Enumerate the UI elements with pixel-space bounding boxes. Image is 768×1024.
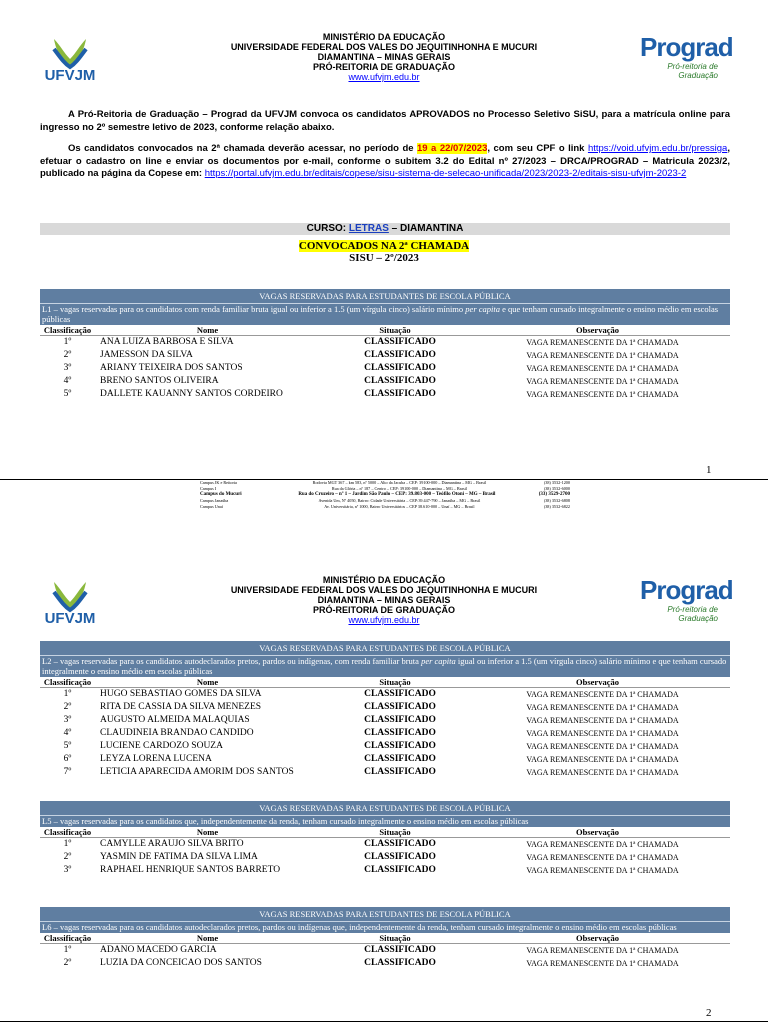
status-cell: CLASSIFICADO bbox=[364, 754, 436, 764]
description-text: L2 – vagas reservadas para os candidatos autodeclarados pretos, pardos ou indígenas, com renda familiar bruta bbox=[42, 656, 422, 666]
footer-field-c: (38) 3532-6822 bbox=[543, 504, 570, 509]
prograd-logo-sub: Pró-reitoria de Graduação bbox=[667, 62, 718, 80]
rank-cell: 2º bbox=[63, 702, 72, 712]
footer-field-a: Campus Unaí bbox=[200, 504, 223, 509]
footer-addresses bbox=[200, 480, 570, 510]
status-cell: CLASSIFICADO bbox=[364, 839, 436, 849]
status-cell: CLASSIFICADO bbox=[364, 702, 436, 712]
rank-cell: 7º bbox=[63, 767, 72, 777]
status-cell: CLASSIFICADO bbox=[364, 852, 436, 862]
name-cell: YASMIN DE FATIMA DA SILVA LIMA bbox=[100, 852, 258, 862]
observation-cell: VAGA REMANESCENTE DA 1ª CHAMADA bbox=[526, 840, 679, 849]
prorectorate-line: PRÓ-REITORIA DE GRADUAÇÃO bbox=[312, 605, 455, 615]
footer-address-line bbox=[200, 504, 570, 510]
table-row bbox=[40, 336, 730, 349]
observation-cell: VAGA REMANESCENTE DA 1ª CHAMADA bbox=[526, 755, 679, 764]
observation-cell: VAGA REMANESCENTE DA 1ª CHAMADA bbox=[526, 716, 679, 725]
column-header-c1: Classificação bbox=[43, 325, 92, 335]
observation-cell: VAGA REMANESCENTE DA 1ª CHAMADA bbox=[526, 959, 679, 968]
footer-field-c: (38) 3532-6808 bbox=[543, 498, 570, 503]
ministry-line: MINISTÉRIO DA EDUCAÇÃO bbox=[322, 575, 446, 585]
table-row bbox=[40, 766, 730, 779]
prograd-logo bbox=[640, 575, 733, 631]
observation-cell: VAGA REMANESCENTE DA 1ª CHAMADA bbox=[526, 703, 679, 712]
name-cell: LEYZA LORENA LUCENA bbox=[100, 754, 212, 764]
quota-section-l1 bbox=[40, 289, 730, 401]
table-row bbox=[40, 388, 730, 401]
page-number-1: 1 bbox=[706, 464, 712, 476]
footer-field-a: Campus I bbox=[200, 486, 217, 491]
name-cell: BRENO SANTOS OLIVEIRA bbox=[100, 376, 219, 386]
status-cell: CLASSIFICADO bbox=[364, 945, 436, 955]
status-cell: CLASSIFICADO bbox=[364, 741, 436, 751]
observation-cell: VAGA REMANESCENTE DA 1ª CHAMADA bbox=[526, 853, 679, 862]
prograd-logo-text: Prograd bbox=[640, 575, 733, 605]
footer-field-b: Rodovia MGT 367 – km 583, nº 5000 – Alto da Jacuba – CEP: 39100-000 – Diamantina – MG – Brasil bbox=[312, 480, 487, 485]
ufvjm-logo-text: UFVJM bbox=[44, 67, 96, 84]
section-title: VAGAS RESERVADAS PARA ESTUDANTES DE ESCOLA PÚBLICA bbox=[259, 803, 511, 813]
description-text: igual ou inferior a 1.5 (um vírgula cinco) salário mínimo e que tenham cursado integralmente o ensino médio em escolas públicas bbox=[42, 656, 727, 676]
observation-cell: VAGA REMANESCENTE DA 1ª CHAMADA bbox=[526, 351, 679, 360]
status-cell: CLASSIFICADO bbox=[364, 728, 436, 738]
prograd-logo-text: Prograd bbox=[640, 32, 733, 62]
name-cell: RITA DE CASSIA DA SILVA MENEZES bbox=[100, 702, 262, 712]
rank-cell: 4º bbox=[63, 376, 72, 386]
rank-cell: 2º bbox=[63, 852, 72, 862]
table-header bbox=[40, 325, 730, 336]
status-cell: CLASSIFICADO bbox=[364, 376, 436, 386]
name-cell: AUGUSTO ALMEIDA MALAQUIAS bbox=[100, 715, 250, 725]
website-link[interactable]: www.ufvjm.edu.br bbox=[348, 615, 420, 625]
footer-field-b: Av. Universitária, nº 1000, Bairro Universitários – CEP 38.610-000 – Unaí – MG – Brasil bbox=[324, 504, 475, 509]
observation-cell: VAGA REMANESCENTE DA 1ª CHAMADA bbox=[526, 377, 679, 386]
rank-cell: 4º bbox=[63, 728, 72, 738]
name-cell: ARIANY TEIXEIRA DOS SANTOS bbox=[100, 363, 243, 373]
section-description bbox=[40, 655, 730, 677]
table-row bbox=[40, 701, 730, 714]
footer-field-a: Campus JK e Reitoria bbox=[200, 480, 237, 485]
section-title: VAGAS RESERVADAS PARA ESTUDANTES DE ESCOLA PÚBLICA bbox=[259, 291, 511, 301]
column-header-c3: Situação bbox=[379, 933, 411, 943]
status-cell: CLASSIFICADO bbox=[364, 767, 436, 777]
observation-cell: VAGA REMANESCENTE DA 1ª CHAMADA bbox=[526, 866, 679, 875]
intro-paragraph-1: A Pró-Reitoria de Graduação – Prograd da UFVJM convoca os candidatos APROVADOS no Processo Seletivo SiSU, para a matrícula online para ingresso no 2º semestre letivo de 2023, conforme relação abaixo. bbox=[40, 109, 730, 133]
section-header bbox=[40, 907, 730, 933]
name-cell: DALLETE KAUANNY SANTOS CORDEIRO bbox=[100, 389, 283, 399]
prograd-logo bbox=[640, 32, 733, 88]
status-cell: CLASSIFICADO bbox=[364, 958, 436, 968]
rank-cell: 1º bbox=[63, 337, 72, 347]
section-header bbox=[40, 641, 730, 677]
table-row bbox=[40, 740, 730, 753]
name-cell: ADANO MACEDO GARCIA bbox=[100, 945, 217, 955]
city-line: DIAMANTINA – MINAS GERAIS bbox=[317, 52, 451, 62]
observation-cell: VAGA REMANESCENTE DA 1ª CHAMADA bbox=[526, 742, 679, 751]
footer-field-c: (33) 3529-2700 bbox=[538, 492, 570, 497]
website-link[interactable]: www.ufvjm.edu.br bbox=[348, 72, 420, 82]
pressiga-link[interactable]: https://void.ufvjm.edu.br/pressiga bbox=[587, 143, 728, 154]
column-header-c1: Classificação bbox=[43, 827, 92, 837]
status-cell: CLASSIFICADO bbox=[364, 865, 436, 875]
status-cell: CLASSIFICADO bbox=[364, 363, 436, 373]
name-cell: CLAUDINEIA BRANDAO CANDIDO bbox=[100, 728, 254, 738]
rank-cell: 1º bbox=[63, 689, 72, 699]
prograd-logo-sub: Pró-reitoria de Graduação bbox=[667, 605, 718, 623]
footer-field-a: Campus Janaúba bbox=[200, 498, 229, 503]
column-header-c2: Nome bbox=[196, 677, 219, 687]
footer-field-b: Rua do Cruzeiro – nº 1 – Jardim São Paulo – CEP: 39.803-000 – Teófilo Otoni – MG – Brasil bbox=[298, 492, 496, 497]
course-banner: CURSO: LETRAS – DIAMANTINA bbox=[40, 223, 730, 235]
observation-cell: VAGA REMANESCENTE DA 1ª CHAMADA bbox=[526, 690, 679, 699]
intro-paragraph-2: Os candidatos convocados na 2ª chamada deverão acessar, no período de 19 a 22/07/2023, com seu CPF o link https://void.ufvjm.edu.br/pressiga, efetuar o cadastro on line e enviar os documentos por e-mail, conforme o subitem 3.2 do Edital nº 27/2023 – DRCA/PROGRAD – Matricula 2023/2, publicado na página da Copese em: https://portal.ufvjm.edu.br/editais/copese/sisu-sistema-de-selecao-unificada/2023/2023-2/editais-sisu-ufvjm-2023-2 bbox=[40, 143, 730, 179]
table-header bbox=[40, 827, 730, 838]
section-header bbox=[40, 289, 730, 325]
column-header-c2: Nome bbox=[196, 933, 219, 943]
section-description bbox=[40, 303, 730, 325]
table-row bbox=[40, 864, 730, 877]
column-header-c1: Classificação bbox=[43, 677, 92, 687]
ufvjm-logo-text: UFVJM bbox=[44, 610, 96, 627]
university-line: UNIVERSIDADE FEDERAL DOS VALES DO JEQUITINHONHA E MUCURI bbox=[230, 42, 538, 52]
footer-field-c: (38) 3532-1200 bbox=[543, 480, 570, 485]
course-name: LETRAS bbox=[348, 223, 389, 234]
name-cell: ANA LUIZA BARBOSA E SILVA bbox=[100, 337, 234, 347]
table-row bbox=[40, 688, 730, 701]
description-text: L1 – vagas reservadas para os candidatos com renda familiar bruta igual ou inferior a 1.5 (um vírgula cinco) salário mínimo bbox=[42, 304, 466, 314]
column-header-c2: Nome bbox=[196, 325, 219, 335]
name-cell: JAMESSON DA SILVA bbox=[100, 350, 193, 360]
university-line: UNIVERSIDADE FEDERAL DOS VALES DO JEQUITINHONHA E MUCURI bbox=[230, 585, 538, 595]
description-emphasis: per capita bbox=[421, 656, 456, 666]
column-header-c4: Observação bbox=[576, 827, 619, 837]
name-cell: LUCIENE CARDOZO SOUZA bbox=[100, 741, 223, 751]
footer-rule bbox=[0, 1021, 768, 1022]
table-row bbox=[40, 944, 730, 957]
description-text: e que tenham cursado integralmente o ensino médio em escolas públicas bbox=[42, 304, 719, 324]
footer-field-b: Rua da Glória – nº 187 – Centro – CEP: 39100-000 – Diamantina – MG – Brasil bbox=[331, 486, 467, 491]
observation-cell: VAGA REMANESCENTE DA 1ª CHAMADA bbox=[526, 338, 679, 347]
enrollment-period: 19 a 22/07/2023 bbox=[417, 143, 488, 154]
rank-cell: 3º bbox=[63, 715, 72, 725]
rank-cell: 6º bbox=[63, 754, 72, 764]
name-cell: RAPHAEL HENRIQUE SANTOS BARRETO bbox=[100, 865, 281, 875]
table-row bbox=[40, 957, 730, 970]
table-row bbox=[40, 375, 730, 388]
column-header-c4: Observação bbox=[576, 933, 619, 943]
section-title: VAGAS RESERVADAS PARA ESTUDANTES DE ESCOLA PÚBLICA bbox=[259, 909, 511, 919]
column-header-c4: Observação bbox=[576, 677, 619, 687]
copese-link[interactable]: https://portal.ufvjm.edu.br/editais/copese/sisu-sistema-de-selecao-unificada/2023/2023-2/editais-sisu-ufvjm-2023-2 bbox=[204, 168, 687, 179]
column-header-c3: Situação bbox=[379, 677, 411, 687]
table-header bbox=[40, 933, 730, 944]
column-header-c4: Observação bbox=[576, 325, 619, 335]
name-cell: LETICIA APARECIDA AMORIM DOS SANTOS bbox=[100, 767, 294, 777]
observation-cell: VAGA REMANESCENTE DA 1ª CHAMADA bbox=[526, 768, 679, 777]
rank-cell: 1º bbox=[63, 839, 72, 849]
sisu-title: SISU – 2º/2023 bbox=[349, 252, 419, 264]
section-description bbox=[40, 921, 730, 933]
status-cell: CLASSIFICADO bbox=[364, 337, 436, 347]
column-header-c2: Nome bbox=[196, 827, 219, 837]
table-row bbox=[40, 727, 730, 740]
call-title: CONVOCADOS NA 2ª CHAMADA bbox=[298, 240, 470, 252]
description-emphasis: per capita bbox=[465, 304, 500, 314]
section-title: VAGAS RESERVADAS PARA ESTUDANTES DE ESCOLA PÚBLICA bbox=[259, 643, 511, 653]
rank-cell: 3º bbox=[63, 865, 72, 875]
rank-cell: 1º bbox=[63, 945, 72, 955]
observation-cell: VAGA REMANESCENTE DA 1ª CHAMADA bbox=[526, 364, 679, 373]
ministry-line: MINISTÉRIO DA EDUCAÇÃO bbox=[322, 32, 446, 42]
name-cell: LUZIA DA CONCEICAO DOS SANTOS bbox=[100, 958, 262, 968]
quota-section-l5 bbox=[40, 801, 730, 877]
city-line: DIAMANTINA – MINAS GERAIS bbox=[317, 595, 451, 605]
section-description bbox=[40, 815, 730, 827]
column-header-c1: Classificação bbox=[43, 933, 92, 943]
rank-cell: 5º bbox=[63, 741, 72, 751]
footer-field-c: (38) 3532-6000 bbox=[543, 486, 570, 491]
rank-cell: 2º bbox=[63, 958, 72, 968]
section-header bbox=[40, 801, 730, 827]
table-row bbox=[40, 349, 730, 362]
name-cell: CAMYLLE ARAUJO SILVA BRITO bbox=[100, 839, 244, 849]
table-row bbox=[40, 362, 730, 375]
description-text: L5 – vagas reservadas para os candidatos que, independentemente da renda, tenham cursado integralmente o ensino médio em escolas públicas bbox=[42, 816, 529, 826]
table-row bbox=[40, 714, 730, 727]
name-cell: HUGO SEBASTIAO GOMES DA SILVA bbox=[100, 689, 262, 699]
table-row bbox=[40, 753, 730, 766]
status-cell: CLASSIFICADO bbox=[364, 389, 436, 399]
status-cell: CLASSIFICADO bbox=[364, 689, 436, 699]
table-row bbox=[40, 851, 730, 864]
rank-cell: 2º bbox=[63, 350, 72, 360]
observation-cell: VAGA REMANESCENTE DA 1ª CHAMADA bbox=[526, 729, 679, 738]
observation-cell: VAGA REMANESCENTE DA 1ª CHAMADA bbox=[526, 390, 679, 399]
status-cell: CLASSIFICADO bbox=[364, 715, 436, 725]
table-row bbox=[40, 838, 730, 851]
status-cell: CLASSIFICADO bbox=[364, 350, 436, 360]
quota-section-l6 bbox=[40, 907, 730, 970]
footer-field-b: Avenida Um, Nº 4050, Bairro: Cidade Universitária – CEP:39.447-790 – Janaúba – MG – Brasil bbox=[318, 498, 481, 503]
quota-section-l2 bbox=[40, 641, 730, 779]
rank-cell: 3º bbox=[63, 363, 72, 373]
column-header-c3: Situação bbox=[379, 827, 411, 837]
table-header bbox=[40, 677, 730, 688]
column-header-c3: Situação bbox=[379, 325, 411, 335]
footer-field-a: Campus do Mucuri bbox=[200, 492, 242, 497]
rank-cell: 5º bbox=[63, 389, 72, 399]
description-text: L6 – vagas reservadas para os candidatos autodeclarados pretos, pardos ou indígenas que, independentemente da renda, tenham cursado integralmente o ensino médio em escolas públicas bbox=[42, 922, 677, 932]
observation-cell: VAGA REMANESCENTE DA 1ª CHAMADA bbox=[526, 946, 679, 955]
page-number-2: 2 bbox=[706, 1007, 712, 1019]
prorectorate-line: PRÓ-REITORIA DE GRADUAÇÃO bbox=[312, 62, 455, 72]
